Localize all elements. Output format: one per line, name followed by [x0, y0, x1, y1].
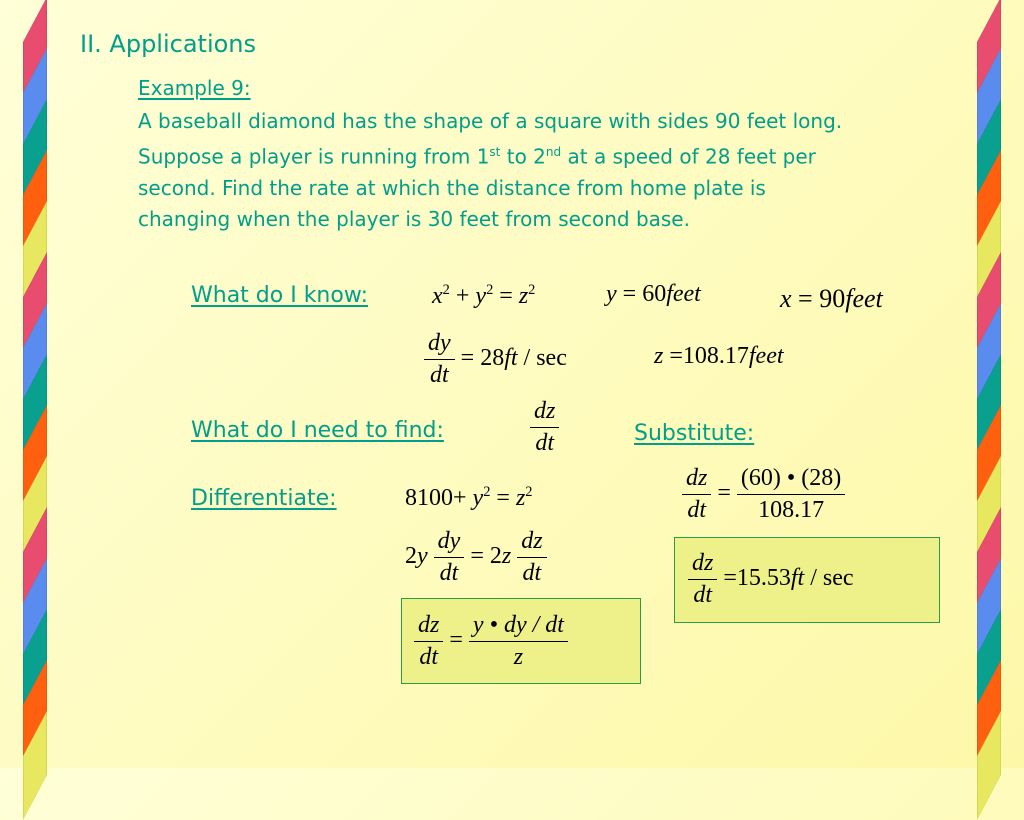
pythagorean-equation: $x^2 + y^2 = z^2$ [432, 282, 536, 309]
problem-line-3: second. Find the rate at which the distance from home plate is [138, 175, 766, 200]
problem-statement [138, 106, 978, 235]
problem-line-1: A baseball diamond has the shape of a square with sides 90 feet long. [138, 109, 843, 133]
differentiated-equation: 2y $\frac{dy}{dt}$ = 2z $\frac{dz}{dt}$ [405, 528, 547, 587]
differentiate-label: Differentiate: [191, 486, 337, 511]
left-decorative-strip [8, 0, 68, 768]
dz-dt-target: $\frac{dz}{dt}$ [530, 398, 559, 457]
example-label: Example 9: [138, 76, 251, 100]
dy-dt-equation: $\frac{dy}{dt}$ = 28ft / sec [424, 330, 567, 389]
problem-line-2: Suppose a player is running from 1st to 2nd at a speed of 28 feet per [138, 144, 816, 169]
substituted-equation: $8100+ y^2 = z^2$ [405, 484, 533, 511]
substitute-label: Substitute: [634, 421, 755, 446]
problem-line-4: changing when the player is 30 feet from second base. [138, 206, 690, 231]
x-value-equation: x = 90feet [780, 284, 883, 313]
solved-formula: $\frac{dz}{dt}$ = $\frac{y • dy / dt}{z}$ [414, 612, 568, 671]
y-value-equation: y = 60feet [606, 281, 701, 307]
what-to-find-label: What do I need to find: [191, 418, 444, 443]
z-value-equation: z =108.17feet [654, 343, 784, 369]
substitution-equation: $\frac{dz}{dt}$ = $\frac{(60) • (28)}{108.17}$ [682, 465, 845, 524]
section-title: II. Applications [80, 30, 257, 58]
result-equation: $\frac{dz}{dt}$ =15.53ft / sec [688, 550, 854, 609]
what-do-i-know-label: What do I know: [191, 283, 369, 308]
